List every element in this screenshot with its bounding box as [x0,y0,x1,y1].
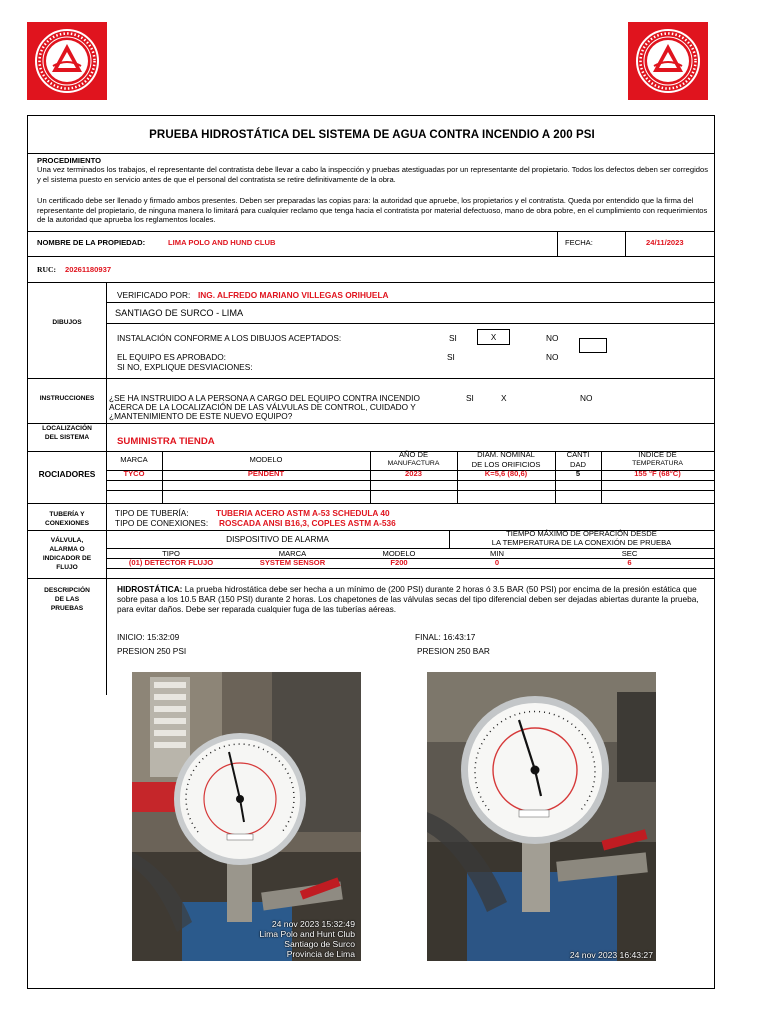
final-time: FINAL: 16:43:17 [415,632,476,642]
divider [106,480,714,481]
tipo-conexiones-label: TIPO DE CONEXIONES: [115,518,209,528]
valvula-section-label-4: FLUJO [56,564,78,571]
divider [28,503,714,504]
page-title: PRUEBA HIDROSTÁTICA DEL SISTEMA DE AGUA CONTRA INCENDIO A 200 PSI [149,129,595,141]
divider [28,423,714,424]
lugar-value: SANTIAGO DE SURCO - LIMA [115,308,244,318]
propiedad-label: NOMBRE DE LA PROPIEDAD: [37,238,146,247]
rociadores-canti-value: 5 [575,469,581,478]
valvula-section-label-3: INDICADOR DE [42,555,92,562]
hidrostatica-text: La prueba hidrostática debe ser hecha a un mínimo de (200 PSI) durante 2 horas ó 3.5 BAR (50 PSI) por encima de la presión estática que sobre pasa a los 10.5 BAR (150 PSI) durante 2 horas. Los chapetones de las válvulas secas del tipo diferencial deben ser dejadas abiertas durante la prueba, para evitar daños. Debe ser reparada cualquier fuga de las tuberías aéreas. [117,584,699,614]
instrucciones-si-label: SI [466,393,474,403]
divider [625,231,626,256]
equipo-si-label: SI [447,352,455,362]
valvula-tipo-value: (01) DETECTOR FLUJO [128,558,214,567]
descripcion-section-label-3: PRUEBAS [50,605,84,612]
photo-start-stamp-line-4: Provincia de Lima [286,949,355,959]
gauge-photo-start [132,672,361,961]
presion-final: PRESION 250 BAR [417,646,490,656]
procedimiento-paragraph-2: Un certificado debe ser llenado y firmado ambos presentes. Deben ser preparadas las copias para: la autoridad que apruebe, los propietarios y el contratista. Queda por entendido que la firma del representante del propietario, de ninguna manera lo limitará para cualquier reclamo que tenga hacia el contratista por material defectuoso, mano de obra pobre, en el cumplimiento con requerimientos de la autoridad que aprueba los reglamentos locales. [37,196,708,225]
valvula-header-sec: SEC [621,549,638,558]
instalacion-label: INSTALACIÓN CONFORME A LOS DIBUJOS ACEPTADOS: [117,333,342,343]
valvula-header-min: MIN [490,549,504,558]
instalacion-si-label: SI [449,333,457,343]
photo-end-timestamp [570,950,653,960]
rociadores-header-indice-2: TEMPERATURA [632,460,683,467]
valvula-min-value: 0 [494,558,500,567]
rociadores-indice-value: 155 °F (68°C) [634,469,681,478]
valvula-header-modelo: MODELO [382,549,416,558]
photo-start-timestamp [259,919,355,959]
divider [28,282,714,283]
photo-end-stamp-line-1: 24 nov 2023 16:43:27 [569,950,653,960]
ruc-value: 20261180937 [65,265,112,274]
divider [106,568,714,569]
fecha-label: FECHA: [565,238,593,247]
verificado-label: VERIFICADO POR: [117,290,191,300]
rociadores-header-marca: MARCA [120,455,148,464]
presion-inicio: PRESION 250 PSI [117,646,187,656]
instrucciones-line-1: ¿SE HA INSTRUIDO A LA PERSONA A CARGO DEL EQUIPO CONTRA INCENDIO [109,393,420,403]
valvula-sec-value: 6 [627,558,632,567]
valvula-section-label-1: VÁLVULA, [50,537,84,544]
equipo-no-label: NO [546,352,559,362]
divider [28,153,714,154]
rociadores-header-canti-1: CANTI [566,450,590,459]
instalacion-no-checkbox[interactable] [579,338,607,353]
tuberia-section-label-2: CONEXIONES [45,520,89,527]
localizacion-section-label-1: LOCALIZACIÓN [42,425,92,432]
tiempo-maximo-label-2: LA TEMPERATURA DE LA CONEXIÓN DE PRUEBA [491,538,672,547]
equipo-aprobado-label: EL EQUIPO ES APROBADO: [117,352,226,362]
localizacion-value: SUMINISTRA TIENDA [117,436,215,447]
rociadores-header-anio-2: MANUFACTURA [387,460,440,467]
instrucciones-line-2: ACERCA DE LA LOCALIZACIÓN DE LAS VÁLVULAS DE CONTROL, CUIDADO Y [109,402,416,412]
hidrostatica-paragraph [117,584,699,614]
instrucciones-no-label: NO [580,393,593,403]
instrucciones-section-label: INSTRUCCIONES [39,395,95,402]
label-column-divider [106,282,107,695]
rociadores-diam-value: K=5,6 (80,6) [484,469,528,478]
tipo-tuberia-label: TIPO DE TUBERÍA: [115,508,189,518]
valvula-section-label-2: ALARMA O [49,546,85,553]
valvula-header-marca: MARCA [278,549,307,558]
tuberia-section-label-1: TUBERÍA Y [49,511,85,518]
rociadores-header-diam-1: DIAM. NOMINAL [477,450,535,459]
rociadores-section-label: ROCIADORES [38,469,96,479]
seal-logo-right [628,22,708,100]
procedimiento-paragraph-1: Una vez terminados los trabajos, el representante del contratista debe llevar a cabo la inspección y pruebas atestiguadas por un representante del propietario. Todos los defectos deben ser corregidos y el sistema puesto en servicio antes de que el personal del contratista se retire definitivamente de la obra. [37,165,709,184]
instalacion-no-label: NO [546,333,559,343]
valvula-marca-value: SYSTEM SENSOR [259,558,326,567]
pressure-gauge-icon [132,672,361,961]
divider [557,231,558,256]
instalacion-si-checkbox[interactable]: X [477,329,510,345]
valvula-modelo-value: F200 [390,558,408,567]
dispositivo-alarma-label: DISPOSITIVO DE ALARMA [226,534,329,544]
tipo-conexiones-value: ROSCADA ANSI B16,3, COPLES ASTM A-536 [219,518,396,528]
hidrostatica-label: HIDROSTÁTICA: [117,584,183,594]
rociadores-marca-value: TYCO [123,469,145,478]
procedimiento-heading: PROCEDIMIENTO [37,156,101,165]
rociadores-header-anio-1: AÑO DE [398,450,429,459]
rociadores-anio-value: 2023 [405,469,422,478]
divider [106,490,714,491]
seal-logo-icon [628,22,708,100]
rociadores-header-indice-1: INDICE DE [638,450,677,459]
verificado-value: ING. ALFREDO MARIANO VILLEGAS ORIHUELA [198,290,389,300]
photo-start-stamp-line-3: Santiago de Surco [284,939,355,949]
descripcion-section-label-1: DESCRIPCIÓN [44,587,90,594]
divider [28,578,714,579]
fecha-value: 24/11/2023 [646,238,684,247]
divider [106,302,714,303]
rociadores-header-canti-2: DAD [569,460,587,469]
divider [28,231,714,232]
localizacion-section-label-2: DEL SISTEMA [44,434,90,441]
instrucciones-line-3: ¿MANTENIMIENTO DE ESTE NUEVO EQUIPO? [109,411,293,421]
pressure-gauge-icon [427,672,656,961]
rociadores-modelo-value: PENDENT [247,469,285,478]
desviaciones-label: SI NO, EXPLIQUE DESVIACIONES: [117,362,253,372]
divider [28,256,714,257]
propiedad-value: LIMA POLO AND HUND CLUB [168,238,276,247]
gauge-photo-end [427,672,656,961]
divider [28,378,714,379]
dibujos-section-label: DIBUJOS [52,319,82,326]
valvula-header-tipo: TIPO [162,549,180,558]
seal-logo-left [27,22,107,100]
rociadores-header-modelo: MODELO [249,455,283,464]
seal-logo-icon [27,22,107,100]
ruc-label: RUC: [37,265,56,274]
tiempo-maximo-label-1: TIEMPO MÁXIMO DE OPERACIÓN DESDE [506,529,657,538]
rociadores-header-diam-2: DE LOS ORIFICIOS [471,460,541,469]
descripcion-section-label-2: DE LAS [54,596,80,603]
divider [106,323,714,324]
photo-start-stamp-line-1: 24 nov 2023 15:32:49 [271,919,355,929]
tipo-tuberia-value: TUBERIA ACERO ASTM A-53 SCHEDULA 40 [216,508,390,518]
instrucciones-si-mark[interactable]: X [501,393,507,403]
inicio-time: INICIO: 15:32:09 [117,632,180,642]
photo-start-stamp-line-2: Lima Polo and Hunt Club [259,929,355,939]
